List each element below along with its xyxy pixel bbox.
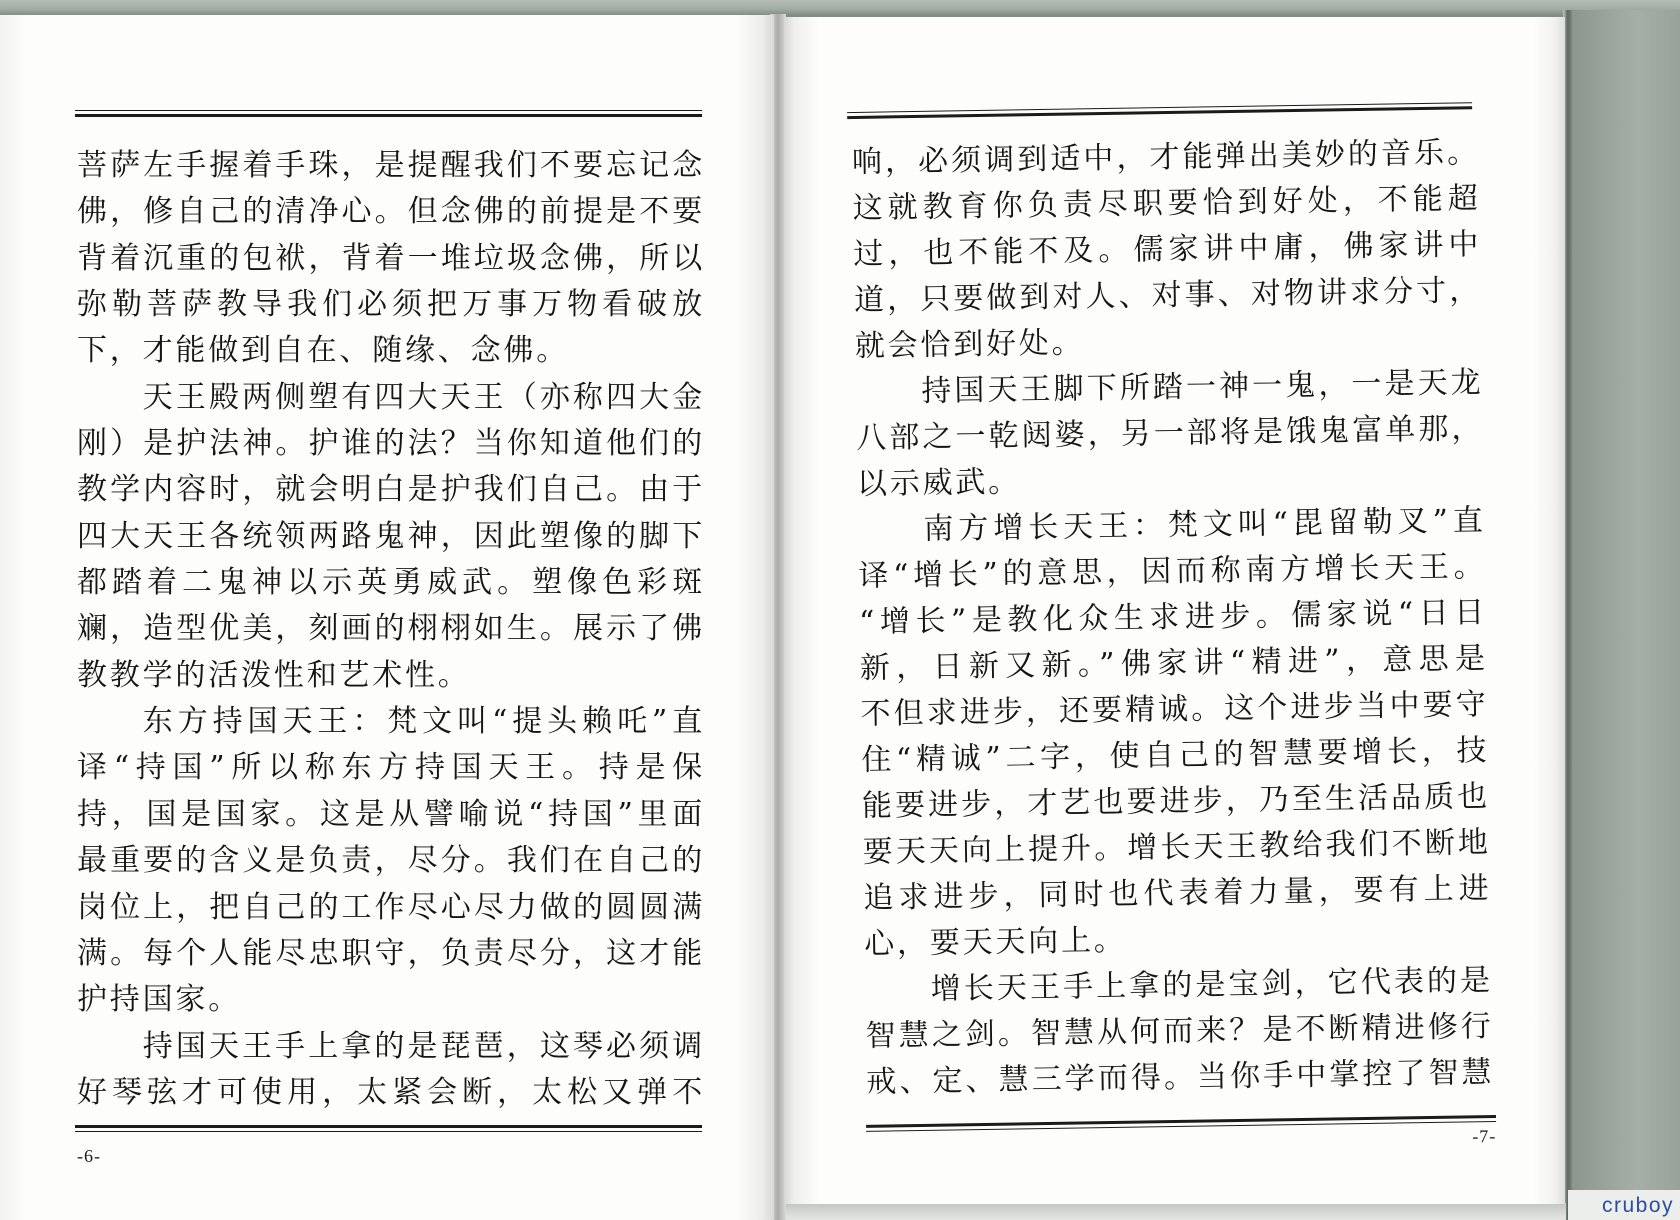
text-line: 住“精诚”二字，使自己的智慧要增长，技 [861, 733, 1490, 778]
text-line: 八部之一乾闼婆，另一部将是饿鬼富单那， [855, 411, 1485, 456]
paragraph [865, 958, 1495, 1106]
text-line: 译“持国”所以称东方持国天王。持是保 [77, 750, 705, 786]
text-line: 教教学的活泼性和艺术性。 [77, 657, 471, 693]
text-line: 教学内容时，就会明白是护我们自己。由于 [77, 472, 705, 508]
text-line: 斓，造型优美，刻画的栩栩如生。展示了佛 [77, 611, 705, 647]
text-line: 最重要的含义是负责，尽分。我们在自己的 [77, 843, 705, 879]
page-number: -7- [1472, 1126, 1497, 1147]
right-page-content [784, 17, 1565, 1204]
text-line: 南方增长天王：梵文叫“毘留勒叉”直 [923, 503, 1486, 547]
text-line: 好琴弦才可使用，太紧会断，太松又弹不 [77, 1074, 705, 1110]
text-line: 佛，修自己的清净心。但念佛的前提是不要 [77, 194, 705, 230]
header-rule [75, 110, 702, 117]
text-line: 心，要天天向上。 [863, 922, 1127, 962]
paragraph [857, 498, 1492, 968]
text-line: 弥勒菩萨教导我们必须把万事万物看破放 [77, 287, 705, 323]
paragraph [855, 360, 1485, 508]
header-rule [847, 102, 1472, 119]
text-line: 增长天王手上拿的是宝剑，它代表的是 [930, 963, 1494, 1007]
text-line: 以示威武。 [856, 464, 1022, 502]
paragraph [77, 699, 705, 1023]
text-line: 能要进步，才艺也要进步，乃至生活品质也 [861, 779, 1491, 824]
text-line: 天王殿两侧塑有四大天王（亦称四大金 [142, 379, 705, 415]
text-line: 这就教育你负责尽职要恰到好处，不能超 [852, 181, 1481, 226]
page-number: -6- [77, 1146, 101, 1166]
text-line: 就会恰到好处。 [854, 325, 1085, 364]
text-line: 道，只要做到对人、对事、对物讲求分寸， [853, 273, 1483, 318]
text-line: 菩萨左手握着手珠，是提醒我们不要忘记念 [77, 148, 705, 183]
paragraph [852, 130, 1484, 370]
paragraph [77, 375, 705, 699]
page-text [852, 130, 1495, 1106]
text-line: 下，才能做到自在、随缘、念佛。 [77, 333, 569, 369]
footer-rule [75, 1125, 702, 1132]
text-line: 满。每个人能尽忠职守，负责尽分，这才能 [77, 935, 705, 971]
text-line: 译“增长”的意思，因而称南方增长天王。 [858, 549, 1487, 594]
text-line: 追求进步，同时也代表着力量，要有上进 [863, 871, 1492, 916]
text-line: 戒、定、慧三学而得。当你手中掌控了智慧 [866, 1055, 1495, 1100]
text-line: 都踏着二鬼神以示英勇威武。塑像色彩斑 [77, 565, 705, 601]
text-line: 持国天王手上拿的是琵琶，这琴必须调 [142, 1028, 705, 1064]
right-page [784, 17, 1565, 1204]
text-line: “增长”是教化众生求进步。儒家说“日日 [858, 595, 1488, 640]
scanner-background [1572, 10, 1680, 1220]
paragraph [77, 1024, 705, 1117]
paragraph [77, 143, 705, 375]
text-line: 新，日新又新。”佛家讲“精进”，意思是 [859, 641, 1489, 686]
footer-rule [866, 1115, 1496, 1132]
page-text [77, 143, 705, 1116]
left-page [0, 15, 774, 1220]
text-line: 刚）是护法神。护谁的法？当你知道他们的 [77, 426, 705, 462]
text-line: 不但求进步，还要精诚。这个进步当中要守 [860, 687, 1489, 732]
text-line: 持国天王脚下所踏一神一鬼，一是天龙 [921, 365, 1484, 409]
text-line: 岗位上，把自己的工作尽心尽力做的圆圆满 [77, 889, 705, 925]
text-line: 护持国家。 [77, 982, 241, 1018]
text-line: 持，国是国家。这是从譬喻说“持国”里面 [77, 796, 705, 832]
scanner-bottom-edge [786, 1203, 1566, 1220]
text-line: 东方持国天王：梵文叫“提头赖吒”直 [142, 704, 705, 740]
text-line: 智慧之剑。智慧从何而来？是不断精进修行 [865, 1009, 1494, 1054]
text-line: 背着沉重的包袱，背着一堆垃圾念佛，所以 [77, 240, 705, 276]
text-line: 四大天王各统领两路鬼神，因此塑像的脚下 [77, 518, 705, 554]
text-line: 要天天向上提升。增长天王教给我们不断地 [862, 825, 1491, 870]
text-line: 响，必须调到适中，才能弹出美妙的音乐。 [851, 135, 1481, 181]
watermark-text: cruboy [1601, 1194, 1674, 1217]
text-line: 过，也不能不及。儒家讲中庸，佛家讲中 [853, 227, 1482, 272]
